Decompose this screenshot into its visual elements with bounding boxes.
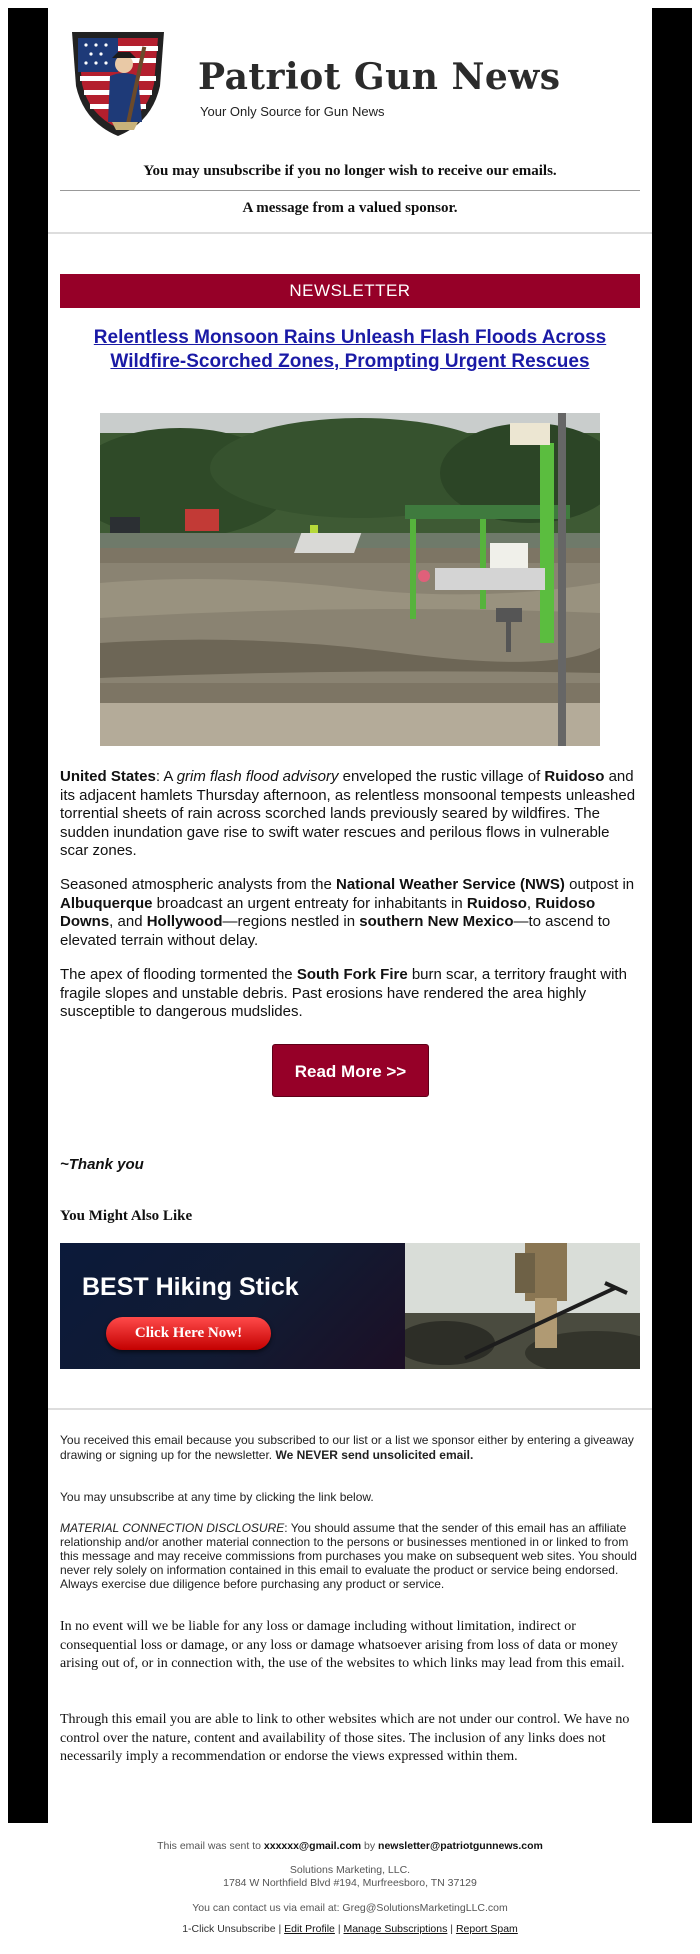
contact-line: You can contact us via email at: Greg@SolutionsMarketingLLC.com (192, 1902, 508, 1914)
you-might-also-like-heading: You Might Also Like (60, 1208, 193, 1224)
manage-subscriptions-link[interactable]: Manage Subscriptions (343, 1923, 448, 1935)
company-address: Solutions Marketing, LLC. 1784 W Northfield Blvd #194, Murfreesboro, TN 37129 (223, 1864, 477, 1889)
promo-background (60, 1243, 405, 1369)
newsletter-banner: NEWSLETTER (60, 274, 640, 308)
footer-received-notice: You received this email because you subscribed to our list or a list we sponsor either by entering a giveaway drawing or signing up for the newsletter. We NEVER send unsolicited email. (60, 1433, 634, 1462)
footer-external-links: Through this email you are able to link to other websites which are not under our control. We have no control over the nature, content and availability of those sites. The inclusion of any links does not necessarily imply a recommendation or endorse the views expressed within them. (60, 1712, 630, 1764)
sender-email: newsletter@patriotgunnews.com (378, 1840, 543, 1852)
brand-header (68, 26, 638, 146)
thank-you-text: ~Thank you (60, 1156, 144, 1173)
sent-to-line: This email was sent to xxxxxx@gmail.com by newsletter@patriotgunnews.com (157, 1840, 543, 1852)
footer-liability: In no event will we be liable for any loss or damage including without limitation, indirect or consequential loss or damage, or any loss or damage whatsoever arising from loss of data or money arising out of, or in connection with, the use of the websites to which links may lead from this email. (60, 1619, 625, 1671)
footer-unsubscribe-notice: You may unsubscribe at any time by clicking the link below. (60, 1490, 374, 1504)
divider (48, 1408, 652, 1410)
footer-disclosure: MATERIAL CONNECTION DISCLOSURE: You should assume that the sender of this email has an affiliate relationship and/or another material connection to the persons or businesses mentioned in or linked to from this message and may receive commissions from purchases you make on subsequent web sites. You should never rely solely on information contained in this email to evaluate the product or service being endorsed. Always exercise due diligence before purchasing any product or service. (60, 1521, 637, 1591)
article-paragraph-3: The apex of flooding tormented the South Fork Fire burn scar, a territory fraught with fragile slopes and unstable debris. Past erosions have rendered the area highly susceptible to dangerous mudslides. (60, 966, 627, 1020)
hiker-photo (405, 1243, 640, 1369)
divider (48, 232, 652, 234)
read-more-button[interactable]: Read More >> (272, 1044, 429, 1097)
patriot-shield-logo-icon (68, 26, 168, 138)
article-headline-link[interactable]: Relentless Monsoon Rains Unleash Flash Floods Across Wildfire-Scorched Zones, Prompting Urgent Rescues (93, 327, 607, 372)
flood-street-photo[interactable] (100, 413, 600, 746)
brand-title: Patriot Gun News (198, 56, 561, 98)
article-paragraph-2: Seasoned atmospheric analysts from the National Weather Service (NWS) outpost in Albuquerque broadcast an urgent entreaty for inhabitants in Ruidoso, Ruidoso Downs, and Hollywood—regions nestled in southern New Mexico—to ascend to elevated terrain without delay. (60, 876, 635, 949)
report-spam-link[interactable]: Report Spam (455, 1923, 518, 1935)
article-paragraph-1: United States: A grim flash flood advisory enveloped the rustic village of Ruidoso and its adjacent hamlets Thursday afternoon, as relentless monsoonal tempests unleashed torrential sheets of rain across scorched lands previously seared by wildfires. The sudden inundation gave rise to swift water rescues and perilous flows in vulnerable scar zones. (60, 768, 636, 859)
promo-title: BEST Hiking Stick (82, 1273, 299, 1301)
sponsor-notice: A message from a valued sponsor. (242, 200, 458, 216)
unsubscribe-notice: You may unsubscribe if you no longer wish to receive our emails. (143, 163, 557, 179)
one-click-unsubscribe-link[interactable]: 1-Click Unsubscribe (182, 1923, 276, 1935)
promo-click-button[interactable]: Click Here Now! (106, 1317, 271, 1350)
divider (60, 190, 640, 191)
hiking-stick-promo-banner[interactable] (60, 1243, 640, 1369)
footer-links: 1-Click Unsubscribe | Edit Profile | Manage Subscriptions | Report Spam (182, 1923, 518, 1935)
recipient-email: xxxxxx@gmail.com (263, 1840, 362, 1852)
email-card (48, 8, 652, 1823)
edit-profile-link[interactable]: Edit Profile (284, 1923, 335, 1935)
brand-tagline: Your Only Source for Gun News (200, 104, 385, 119)
